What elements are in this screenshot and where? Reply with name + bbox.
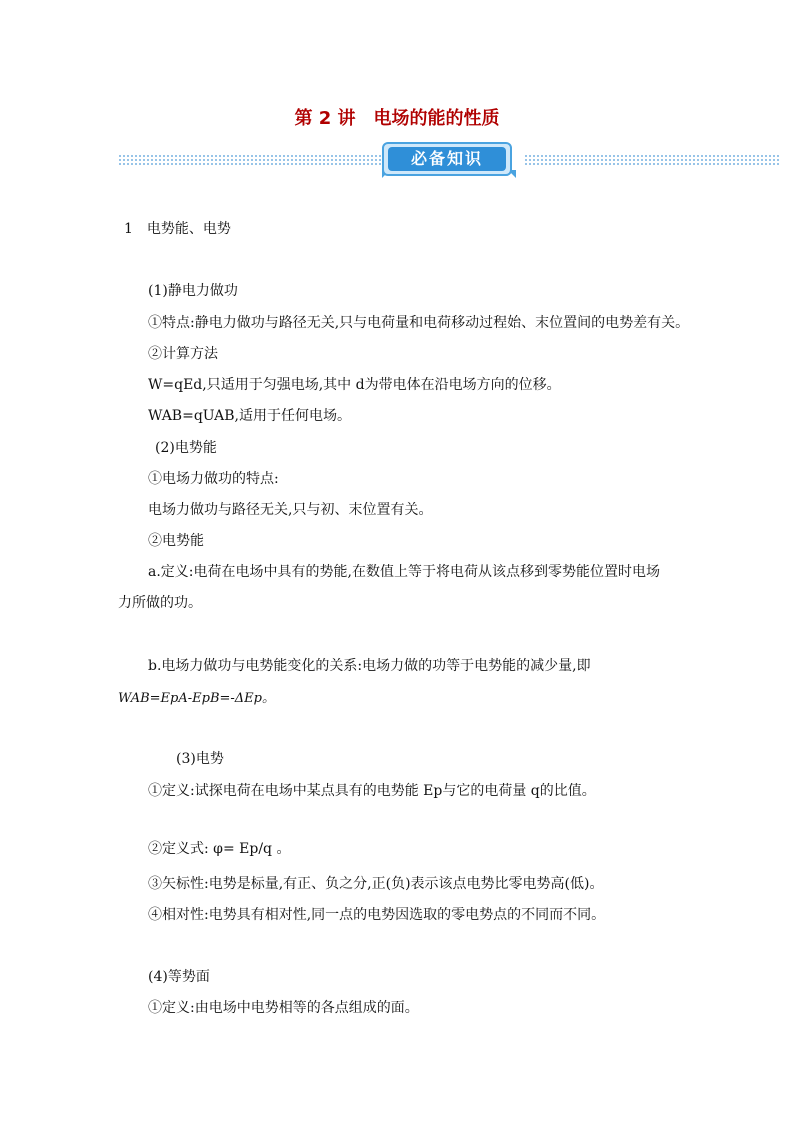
subsection-heading: (4)等势面	[148, 969, 210, 985]
formula-line: ②定义式: φ= Ep/q 。	[148, 841, 291, 857]
text-line: ④相对性:电势具有相对性,同一点的电势因选取的零电势点的不同而不同。	[148, 907, 606, 923]
text-line: 力所做的功。	[118, 595, 202, 611]
formula-line: WAB=qUAB,适用于任何电场。	[148, 408, 351, 424]
text-line: ③矢标性:电势是标量,有正、负之分,正(负)表示该点电势比零电势高(低)。	[148, 876, 604, 892]
text-line: 电场力做功与路径无关,只与初、末位置有关。	[148, 502, 433, 518]
text-line: ②计算方法	[148, 346, 218, 362]
text-line: a.定义:电荷在电场中具有的势能,在数值上等于将电荷从该点移到零势能位置时电场	[148, 564, 660, 580]
text-line: ①特点:静电力做功与路径无关,只与电荷量和电荷移动过程始、末位置间的电势差有关。	[148, 315, 690, 331]
dotted-rule-right	[524, 154, 780, 165]
text-line: ②电势能	[148, 533, 204, 549]
formula-line: W=qEd,只适用于匀强电场,其中 d为带电体在沿电场方向的位移。	[148, 377, 561, 393]
text-line: b.电场力做功与电势能变化的关系:电场力做的功等于电势能的减少量,即	[148, 658, 591, 674]
text-line: ①定义:试探电荷在电场中某点具有的电势能 Ep与它的电荷量 q的比值。	[148, 783, 596, 799]
formula-line: WAB=EpA-EpB=-ΔEp。	[118, 691, 275, 706]
banner-label: 必备知识	[388, 147, 506, 171]
text-line: ①定义:由电场中电势相等的各点组成的面。	[148, 1000, 419, 1016]
text-line: ①电场力做功的特点:	[148, 471, 279, 487]
subsection-heading: (3)电势	[176, 751, 224, 767]
subsection-heading: (2)电势能	[155, 440, 217, 456]
page-title: 第 2 讲 电场的能的性质	[294, 108, 500, 129]
section-heading: 1 电势能、电势	[124, 221, 231, 237]
subsection-heading: (1)静电力做功	[148, 283, 238, 299]
banner-badge	[374, 140, 522, 180]
dotted-rule-left	[118, 154, 384, 165]
section-banner	[0, 140, 794, 180]
